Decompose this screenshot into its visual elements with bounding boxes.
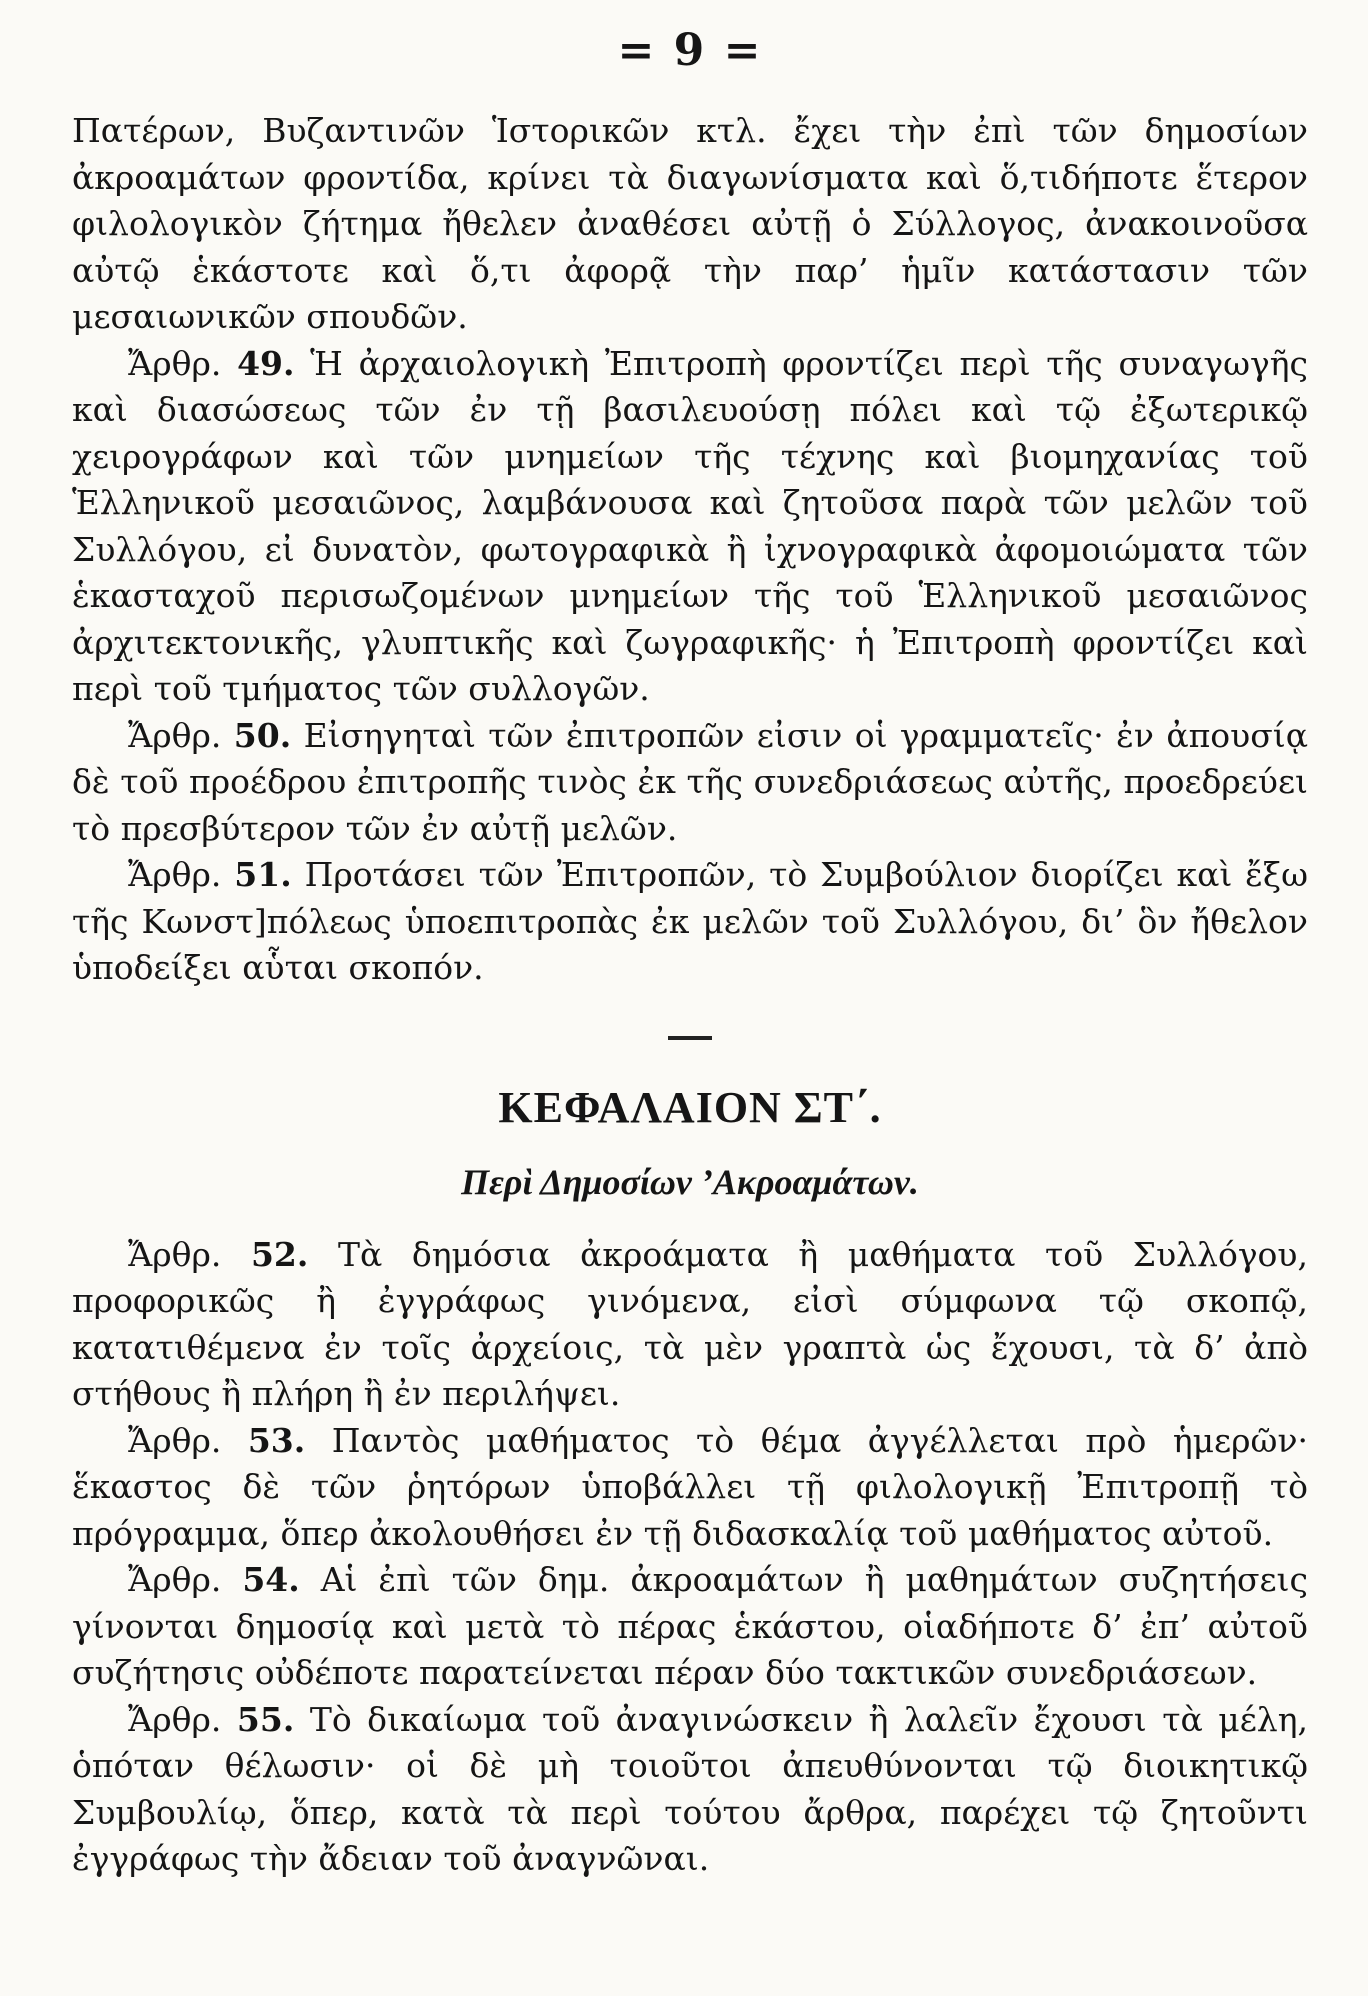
article-number: 53. bbox=[247, 1420, 306, 1460]
article-55 bbox=[72, 1697, 1308, 1883]
article-number: 49. bbox=[237, 343, 295, 383]
article-label: Ἄρθρ. bbox=[128, 855, 222, 894]
article-53 bbox=[72, 1418, 1308, 1558]
article-number: 52. bbox=[250, 1234, 309, 1274]
chapter-title: ΚΕΦΑΛΑΙΟΝ ΣΤ΄. bbox=[498, 1082, 882, 1132]
article-text: Προτάσει τῶν Ἐπιτροπῶν, τὸ Συμβούλιον διορίζει καὶ ἔξω τῆς Κωνστ]πόλεως ὑποεπιτροπὰς ἐκ μελῶν τοῦ Συλλόγου, δι’ ὃν ἤθελον ὑποδείξει αὗται σκοπόν. bbox=[72, 855, 1308, 987]
article-label: Ἄρθρ. bbox=[128, 343, 222, 383]
article-51 bbox=[72, 852, 1308, 992]
article-text: Εἰσηγηταὶ τῶν ἐπιτροπῶν εἰσιν οἱ γραμματεῖς· ἐν ἀπουσίᾳ δὲ τοῦ προέδρου ἐπιτροπῆς τινὸς ἐκ τῆς συνεδριάσεως αὐτῆς, προεδρεύει τὸ πρεσβύτερον τῶν ἐν αὐτῇ μελῶν. bbox=[72, 715, 1308, 848]
article-number: 51. bbox=[234, 855, 292, 894]
section-divider bbox=[668, 1036, 712, 1040]
article-label: Ἄρθρ. bbox=[128, 1560, 222, 1599]
article-text: Τὰ δημόσια ἀκροάματα ἢ μαθήματα τοῦ Συλλόγου, προφορικῶς ἢ ἐγγράφως γινόμενα, εἰσὶ σύμφωνα τῷ σκοπῷ, κατατιθέμενα ἐν τοῖς ἀρχείοις, τὰ μὲν γραπτὰ ὡς ἔχουσι, τὰ δ’ ἀπὸ στήθους ἢ πλήρη ἢ ἐν περιλήψει. bbox=[72, 1234, 1308, 1413]
article-number: 50. bbox=[233, 715, 292, 755]
article-label: Ἄρθρ. bbox=[128, 1420, 222, 1460]
article-text: Αἱ ἐπὶ τῶν δημ. ἀκροαμάτων ἢ μαθημάτων συζητήσεις γίνονται δημοσίᾳ καὶ μετὰ τὸ πέρας ἑκάστου, οἱαδήποτε δ’ ἐπ’ αὐτοῦ συζήτησις οὐδέποτε παρατείνεται πέραν δύο τακτικῶν συνεδριάσεων. bbox=[72, 1560, 1308, 1692]
article-label: Ἄρθρ. bbox=[128, 715, 222, 755]
article-50 bbox=[72, 713, 1308, 853]
continuation-paragraph: Πατέρων, Βυζαντινῶν Ἱστορικῶν κτλ. ἔχει τὴν ἐπὶ τῶν δημοσίων ἀκροαμάτων φροντίδα, κρίνει τὰ διαγωνίσματα καὶ ὅ,τιδήποτε ἕτερον φιλολογικὸν ζήτημα ἤθελεν ἀναθέσει αὐτῇ ὁ Σύλλογος, ἀνακοινοῦσα αὐτῷ ἑκάστοτε καὶ ὅ,τι ἀφορᾷ τὴν παρ’ ἡμῖν κατάστασιν τῶν μεσαιωνικῶν σπουδῶν. bbox=[72, 111, 1308, 336]
chapter-subtitle: Περὶ Δημοσίων ’Ακροαμάτων. bbox=[461, 1161, 919, 1202]
page-number: = 9 = bbox=[617, 25, 763, 76]
article-label: Ἄρθρ. bbox=[128, 1234, 222, 1274]
article-text: Ἡ ἀρχαιολογικὴ Ἐπιτροπὴ φροντίζει περὶ τῆς συναγωγῆς καὶ διασώσεως τῶν ἐν τῇ βασιλευούσῃ πόλει καὶ τῷ ἐξωτερικῷ χειρογράφων καὶ τῶν μνημείων τῆς τέχνης καὶ βιομηχανίας τοῦ Ἑλληνικοῦ μεσαιῶνος, λαμβάνουσα καὶ ζητοῦσα παρὰ τῶν μελῶν τοῦ Συλλόγου, εἰ δυνατὸν, φωτογραφικὰ ἢ ἰχνογραφικὰ ἀφομοιώματα τῶν ἑκασταχοῦ περισωζομένων μνημείων τῆς τοῦ Ἑλληνικοῦ μεσαιῶνος ἀρχιτεκτονικῆς, γλυπτικῆς καὶ ζωγραφικῆς· ἡ Ἐπιτροπὴ φροντίζει καὶ περὶ τοῦ τμήματος τῶν συλλογῶν. bbox=[72, 343, 1308, 708]
article-text: Τὸ δικαίωμα τοῦ ἀναγινώσκειν ἢ λαλεῖν ἔχουσι τὰ μέλη, ὁπόταν θέλωσιν· οἱ δὲ μὴ τοιοῦτοι ἀπευθύνονται τῷ διοικητικῷ Συμβουλίῳ, ὅπερ, κατὰ τὰ περὶ τούτου ἄρθρα, παρέχει τῷ ζητοῦντι ἐγγράφως τὴν ἄδειαν τοῦ ἀναγνῶναι. bbox=[72, 1699, 1308, 1878]
article-49 bbox=[72, 341, 1308, 713]
article-label: Ἄρθρ. bbox=[128, 1699, 222, 1739]
article-number: 55. bbox=[236, 1699, 295, 1739]
article-text: Παντὸς μαθήματος τὸ θέμα ἀγγέλλεται πρὸ ἡμερῶν· ἕκαστος δὲ τῶν ῥητόρων ὑποβάλλει τῇ φιλολογικῇ Ἐπιτροπῇ τὸ πρόγραμμα, ὅπερ ἀκολουθήσει ἐν τῇ διδασκαλίᾳ τοῦ μαθήματος αὐτοῦ. bbox=[72, 1420, 1308, 1553]
article-54 bbox=[72, 1557, 1308, 1697]
article-number: 54. bbox=[242, 1560, 300, 1599]
article-52 bbox=[72, 1232, 1308, 1418]
